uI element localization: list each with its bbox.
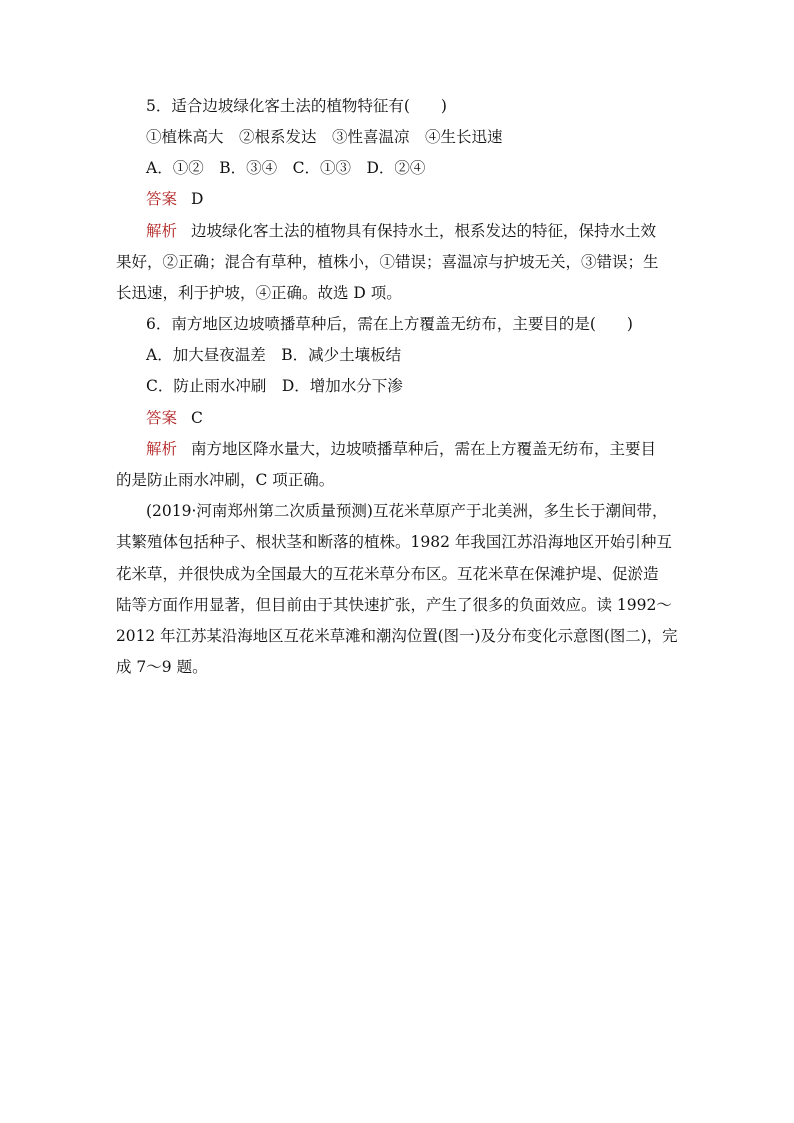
passage-line-3: 花米草，并很快成为全国最大的互花米草分布区。互花米草在保滩护堤、促淤造: [116, 565, 659, 583]
explanation-text: 边坡绿化客土法的植物具有保持水土，根系发达的特征，保持水土效: [191, 222, 657, 240]
explanation-6-line-2: 的是防止雨水冲刷，C 项正确。: [116, 471, 335, 489]
explanation-label: 解析: [146, 440, 178, 458]
passage-line-2: 其繁殖体包括种子、根状茎和断落的植株。1982 年我国江苏沿海地区开始引种互: [116, 533, 672, 551]
explanation-text: 南方地区降水量大，边坡喷播草种后，需在上方覆盖无纺布，主要目: [191, 440, 657, 458]
explanation-5-line-1: [146, 221, 656, 241]
answer-label: 答案: [146, 190, 178, 208]
question-5-stem: 5．适合边坡绿化客土法的植物特征有( ): [146, 97, 447, 115]
question-6-stem: 6．南方地区边坡喷播草种后，需在上方覆盖无纺布，主要目的是( ): [146, 315, 633, 333]
answer-value: C: [191, 409, 203, 427]
question-5-options-2: A．①② B．③④ C．①③ D．②④: [146, 159, 426, 177]
question-5-options-1: ①植株高大 ②根系发达 ③性喜温凉 ④生长迅速: [146, 128, 503, 146]
passage-line-4: 陆等方面作用显著，但目前由于其快速扩张，产生了很多的负面效应。读 1992～: [116, 596, 672, 614]
answer-6: [146, 408, 203, 428]
explanation-label: 解析: [146, 222, 178, 240]
answer-5: [146, 189, 203, 209]
question-6-options-1: A．加大昼夜温差 B．减少土壤板结: [146, 346, 402, 364]
answer-label: 答案: [146, 409, 178, 427]
question-6-options-2: C．防止雨水冲刷 D．增加水分下渗: [146, 377, 403, 395]
explanation-6-line-1: [146, 439, 656, 459]
passage-line-5: 2012 年江苏某沿海地区互花米草滩和潮沟位置(图一)及分布变化示意图(图二)，完: [116, 627, 678, 645]
answer-value: D: [191, 190, 204, 208]
passage-line-1: (2019·河南郑州第二次质量预测)互花米草原产于北美洲，多生长于潮间带，: [146, 502, 668, 520]
explanation-5-line-3: 长迅速，利于护坡，④正确。故选 D 项。: [116, 284, 402, 302]
explanation-5-line-2: 果好，②正确；混合有草种，植株小，①错误；喜温凉与护坡无关，③错误；生: [116, 253, 659, 271]
passage-line-6: 成 7～9 题。: [116, 658, 208, 676]
